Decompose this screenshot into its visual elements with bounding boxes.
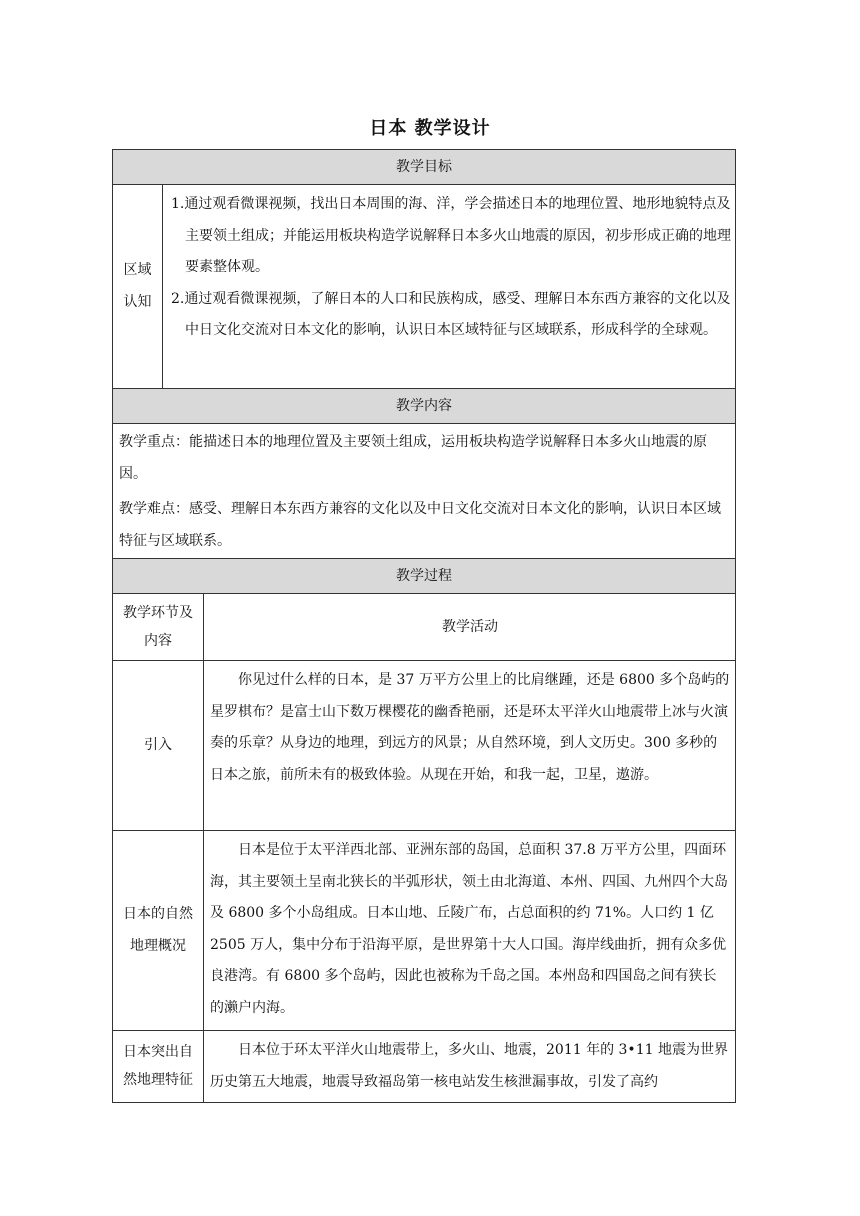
goal-item-1: 1.通过观看微课视频，找出日本周围的海、洋，学会描述日本的地理位置、地形地貌特点及主要领土组成；并能运用板块构造学说解释日本多火山地震的原因，初步形成正确的地理要素整体观。 (171, 196, 731, 275)
key-points: 教学重点：能描述日本的地理位置及主要领土组成，运用板块构造学说解释日本多火山地震的原因。 (119, 434, 707, 482)
goals-list (171, 189, 731, 347)
row-label-overview: 日本的自然 地理概况 (123, 906, 193, 954)
row-text-intro: 你见过什么样的日本，是 37 万平方公里上的比肩继踵，还是 6800 多个岛屿的星罗棋布？是富士山下数万棵樱花的幽香艳丽，还是环太平洋火山地震带上冰与火演奏的乐章？从身边的地理，到远方的风景；从自然环境，到人文历史。300 多秒的日本之旅，前所未有的极致体验。从现在开始，和我一起，卫星，遨游。 (210, 672, 730, 783)
goals-label-line2: 认知 (123, 294, 152, 310)
row-text-overview: 日本是位于太平洋西北部、亚洲东部的岛国，总面积 37.8 万平方公里，四面环海，其主要领土呈南北狭长的半弧形状，领土由北海道、本州、四国、九州四个大岛及 6800 多个小岛组成。日本山地、丘陵广布，占总面积的约 71%。人口约 1 亿 2505 万人，集中分布于沿海平原，是世界第十大人口国。海岸线曲折，拥有众多优良港湾。有 6800 多个岛屿，因此也被称为千岛之国。本州岛和四国岛之间有狭长的濑户内海。 (210, 842, 728, 1016)
row-label-intro: 引入 (144, 737, 172, 753)
goals-section (112, 149, 736, 389)
difficult-points: 教学难点：感受、理解日本东西方兼容的文化以及中日文化交流对日本文化的影响，认识日本区域特征与区域联系。 (119, 501, 721, 549)
process-header: 教学过程 (113, 559, 735, 594)
goals-label (113, 184, 162, 388)
goals-header: 教学目标 (113, 150, 735, 185)
goal-item-2: 2.通过观看微课视频，了解日本的人口和民族构成，感受、理解日本东西方兼容的文化以及中日文化交流对日本文化的影响，认识日本区域特征与区域联系，形成科学的全球观。 (171, 290, 731, 338)
process-section (112, 558, 736, 1103)
content-body (119, 427, 731, 557)
content-section (112, 388, 736, 559)
process-col1-line1: 教学环节及 (123, 604, 193, 621)
goals-label-line1: 区域 (123, 262, 152, 278)
row-label-features: 日本突出自 然地理特征 (123, 1044, 193, 1088)
process-col2-header: 教学活动 (442, 618, 498, 635)
process-col1-header (113, 593, 203, 660)
content-header: 教学内容 (113, 389, 735, 424)
process-col1-line2: 内容 (144, 632, 172, 649)
row-text-features: 日本位于环太平洋火山地震带上，多火山、地震，2011 年的 3•11 地震为世界历史第五大地震，地震导致福岛第一核电站发生核泄漏事故，引发了高约 (210, 1042, 728, 1090)
document-title: 日本 教学设计 (369, 118, 491, 139)
